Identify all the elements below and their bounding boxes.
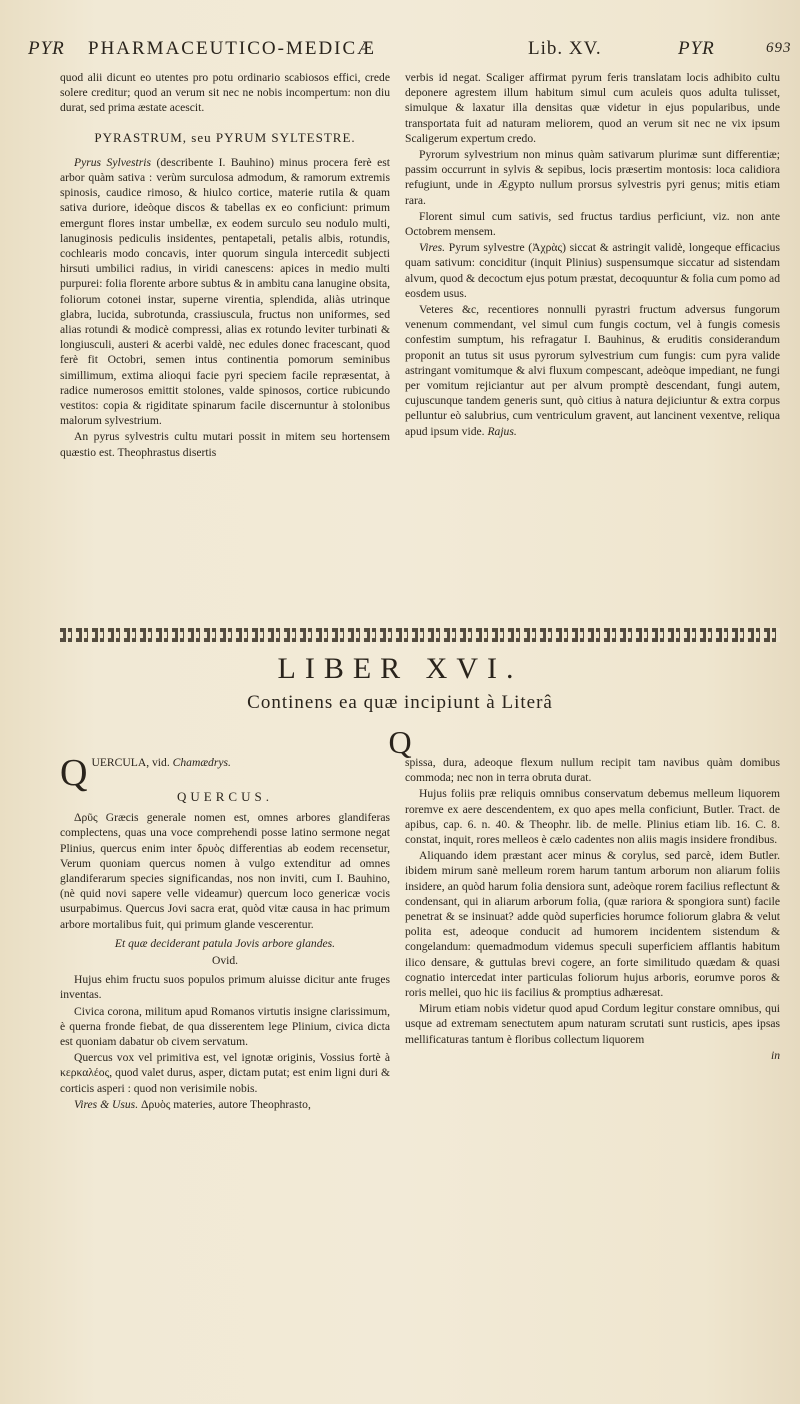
running-head [28,38,798,64]
paragraph-text: (describente I. Bauhino) minus procera ferè est arbor quàm sativa : verùm surculosa admodum, & ramorum extremis spinosis, caudice rimoso, & hiulco cortice, materie rutila & quam sativa duriore, ideòque discos & tabellas ex eo conficiunt: primum emergunt flores instar umbellæ, ex eodem surculo seu nodulo multi, lanuginosis pediculis insidentes, pentapetali, petalis albis, rotundis, cochlearis modo concavis, inter quorum singula intercedit subjecti hirsuti umbilici radius, in viridi canescens: apices in medio multi purpurei: folia florente arbore subtus & in ambitu cana lanugine obsita, foliorum cotonei instar, superne virentia, splendida, aliàs utrinque glabra, lucida, subrotunda, crassiuscula, fructus non uniformes, sed alias rotundi & modicè compressi, alias ex rotundo leviter turbinati & longiusculi, austeri & acerbi valdè, nec edules donec fracescant, quod ferè fit Octobri, semen intus continentia pomorum seminibus simillimum, extima alioqui facie pyri speciem facile repræsentat, à radice numerosos emittit stolones, valde spinosos, cortice rubicundo vestitos: copia & rigiditate spinarum facile discernuntur à stolonibus malorum sylvestrium. [60,155,391,428]
paragraph-text: Pyrum sylvestre (Ἀχρὰς) siccat & astringit validè, longeque efficacius quam sativum: conciditur (inquit Plinius) suspensumque siccatur ad sistendam alvum, quod & decoctum ejus potum præstat, decoquuntur & folia cum pomo ad eosdem usus. [405,241,780,300]
cross-reference: Chamædrys. [172,756,231,769]
section-heading-pyrastrum: PYRASTRUM, seu PYRUM SYLTESTRE. [94,129,356,145]
header-right-word: PYR [678,38,715,59]
paragraph: Δρῦς Græcis generale nomen est, omnes arbores glandiferas complectens, quas una voce comprehendi posse latino sermone negat Plinius, quercus enim inter δρυὸς differentias ab eodem recensetur, Verum quoniam quercus nomen à vulgo extenditur ad omnes glandiferarum species significandas, nos non inviti, cum I. Bauhino, (nè quid novi sapere velle videamur) quercum loco genericæ vocis usurpabimus. Quercus Jovi sacra erat, quòd vitæ causa in hac primum arbore mortalibus fuit, qui primum glande vescerentur. [60,811,390,931]
bottom-right-column [405,755,780,1064]
paragraph-text: Δρυὸς materies, autore Theophrasto, [141,1097,311,1111]
verse-author: Ovid. [211,954,239,968]
letter-heading: Q [388,724,412,760]
section-heading-quercus: QUERCUS. [177,789,273,804]
header-left-word: PYR [28,38,65,59]
top-right-column [405,70,780,440]
paragraph [60,1097,390,1112]
paragraph: quod alii dicunt eo utentes pro potu ordinario scabiosos effici, crede solere creditur; quod an verum sit nec ne nobis incompertum: non diu durat, sed prima æstate acescit. [60,71,390,115]
bottom-left-column [60,752,390,1113]
paragraph: Aliquando idem præstant acer minus & corylus, sed parcè, idem Butler. ibidem mirum sanè melleum rorem harum tantum arborum non aliarum foliis insidere, an quòd harum folia densiora sunt, adeòque rorem facilius reflectunt & condensant, qui in aliarum arborum folia, (quæ rariora & spongiora sunt) facile penetrat & se insinuat? adde quòd superficies horumce foliorum glabra & velut polita est, adeoque conducit ad humorem incidentem sistendum & congelandum: quemadmodum videmus speculi superficiem afflantis habitum ilico densare, & guttulas brevi cogere, an forte similitudo quædam & quasi cognatio intercedat inter particulas foliorum hujus arboris, eorumve poros & roris mellei, quo hic iis facilius & promptius adhæresat. [405,849,780,1000]
vires-label: Vires. [419,241,446,255]
header-title: PHARMACEUTICO-MEDICÆ [88,38,377,59]
paragraph [60,155,390,429]
paragraph: Hujus foliis præ reliquis omnibus conservatum debemus melleum liquorem roremve ex aere descendentem, ex quo apes mella conficiunt, Butler. Tract. de apibus, cap. 6. n. 40. & Theophr. lib. de melle. Plinius etiam lib. 16. C. 8. constat, inquit, rores melleos è cælo cadentes non aliis magis insidere frondibus. [405,787,780,847]
paragraph: spissa, dura, adeoque flexum nullum recipit tam navibus quàm domibus commoda; nec non in terra obruta durat. [405,756,780,785]
paragraph [405,240,780,301]
paragraph: Florent simul cum sativis, sed fructus tardius perficiunt, viz. non ante Octobrem mensem. [405,209,780,239]
paragraph: Hujus ehim fructu suos populos primum aluisse dicitur ante fruges inventas. [60,973,390,1002]
header-book-number: Lib. XV. [528,38,602,59]
paragraph-text: Veteres &c, recentiores nonnulli pyrastri fructum adversus fungorum venenum commendant, vel simul cum fungis coctum, vel à fungis comesis confestim sumptum, his refragatur I. Bauhinus, & eruditis considerandum proponit an tutus sit usus pyrorum sylvestrium cum fungis: cum pyra valide astringant vomitumque & alvi fluxum compescant, adeòque impediant, ne fungi per vomitum rejiciantur aut per alvum promptè descendant, fungi autem, cujuscunque tandem generis sunt, quò citius à natura dejiciuntur & extra corpus pelluntur eò salubrius, cum ventriculum gravent, aut lancinent vexentve, reliqua apud ipsum vide. [405,303,780,438]
top-left-column [60,70,390,461]
entry-quercula [60,752,390,794]
ornamental-divider [60,628,780,642]
paragraph: Civica corona, militum apud Romanos virtutis insigne clarissimum, è querna fronde fiebat, de qua disserentem lege Plinium, civica dicta est quoniam dabatur ob civem servatum. [60,1004,390,1049]
lead-term: Pyrus Sylvestris [74,155,151,169]
catchword: in [770,1048,780,1062]
verse-quote: Et quæ deciderant patula Jovis arbore glandes. [114,936,336,950]
entry-word: UERCULA [91,756,147,769]
paragraph: Mirum etiam nobis videtur quod apud Cordum legitur constare omnibus, qui usque ad extremam senectutem apum naturam scrutati sunt rusticis, apes ipsas mellificaturas tantum è floribus collectum liquorem [405,1002,780,1046]
book-title: LIBER XVI. [277,652,523,685]
paragraph: Quercus vox vel primitiva est, vel ignotæ originis, Vossius fortè à κερκαλέος, quod valet durus, asper, dictam putat; est enim ligni duri & corticis asperi : quod non verisimile nobis. [60,1051,390,1095]
book-subtitle: Continens ea quæ incipiunt à Literâ [247,692,553,713]
paragraph: An pyrus sylvestris cultu mutari possit in mitem seu hortensem quæstio est. Theophrastus disertis [60,430,390,459]
vires-usus-label: Vires & Usus. [74,1097,139,1111]
paragraph [405,302,780,439]
paragraph: verbis id negat. Scaliger affirmat pyrum feris translatam locis adhibito cultu deponere agrestem illum habitum simul cum aculeis quos adulta tulisset, simulque & laxatur illa densitas quæ videtur in ejus popularibus, unde transportata fuit ad naturam meliorem, quod an verum sit nec ne vix ipsum Scaligerum expertum credo. [405,71,780,145]
paragraph: Pyrorum sylvestrium non minus quàm sativarum plurimæ sunt differentiæ; passim occurrunt in sylvis & sepibus, locis præsertim montosis: loca calidiora refugiunt, unde in Ægypto nullum prorsus sylvestris pyri genus; mitis etiam rara. [405,148,780,207]
drop-cap: Q [60,752,88,794]
signature: Rajus. [487,424,517,438]
page-number: 693 [766,40,792,56]
entry-text: , vid. [146,756,170,769]
